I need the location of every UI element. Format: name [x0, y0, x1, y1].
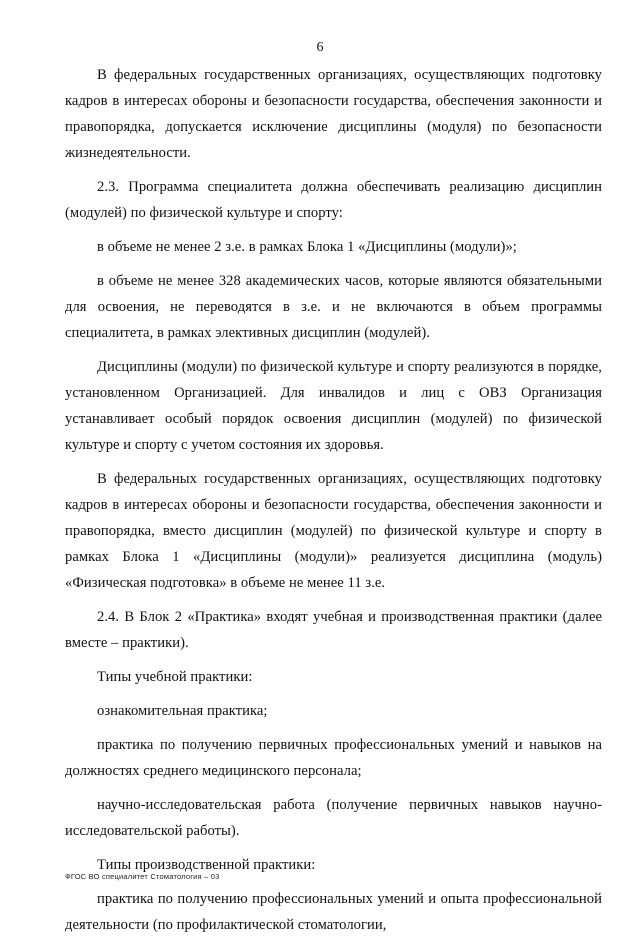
paragraph-2-3: 2.3. Программа специалитета должна обеспечивать реализацию дисциплин (модулей) по физической культуре и спорту: — [65, 179, 602, 221]
list-item-intro-practice: ознакомительная практика; — [97, 703, 268, 719]
paragraph-2-4: 2.4. В Блок 2 «Практика» входят учебная и производственная практики (далее вместе – практики). — [65, 609, 602, 651]
paragraph-defense-org-pe: В федеральных государственных организациях, осуществляющих подготовку кадров в интересах обороны и безопасности государства, обеспечения законности и правопорядка, вместо дисциплин (модулей) по физической культуре и спорту в рамках Блока 1 «Дисциплины (модули)» реализуется дисциплина (модуль) «Физическая подготовка» в объеме не менее 11 з.е. — [65, 471, 602, 591]
paragraph-pe-order: Дисциплины (модули) по физической культуре и спорту реализуются в порядке, установленном Организацией. Для инвалидов и лиц с ОВЗ Организация устанавливает особый порядок освоения дисциплин (модулей) по физической культуре и спорту с учетом состояния их здоровья. — [65, 359, 602, 453]
paragraph-defense-org-bzh: В федеральных государственных организациях, осуществляющих подготовку кадров в интересах обороны и безопасности государства, обеспечения законности и правопорядка, допускается исключение дисциплины (модуля) по безопасности жизнедеятельности. — [65, 67, 602, 161]
list-item-professional-practice: практика по получению профессиональных умений и опыта профессиональной деятельности (по профилактической стоматологии, — [65, 891, 602, 933]
paragraph-block1-volume: в объеме не менее 2 з.е. в рамках Блока 1 «Дисциплины (модули)»; — [97, 239, 517, 255]
paragraph-study-practice-types: Типы учебной практики: — [97, 669, 253, 685]
page-footer: ФГОС ВО специалитет Стоматология – 03 — [65, 872, 220, 881]
page-number: 6 — [316, 40, 324, 55]
list-item-primary-skills-practice: практика по получению первичных профессиональных умений и навыков на должностях среднего медицинского персонала; — [65, 737, 602, 779]
paragraph-production-practice-types: Типы производственной практики: — [97, 857, 316, 873]
list-item-research-work: научно-исследовательская работа (получение первичных навыков научно-исследовательской работы). — [65, 797, 602, 839]
paragraph-elective-volume: в объеме не менее 328 академических часов, которые являются обязательными для освоения, не переводятся в з.е. и не включаются в объем программы специалитета, в рамках элективных дисциплин (модулей). — [65, 273, 602, 341]
document-body — [65, 62, 602, 938]
